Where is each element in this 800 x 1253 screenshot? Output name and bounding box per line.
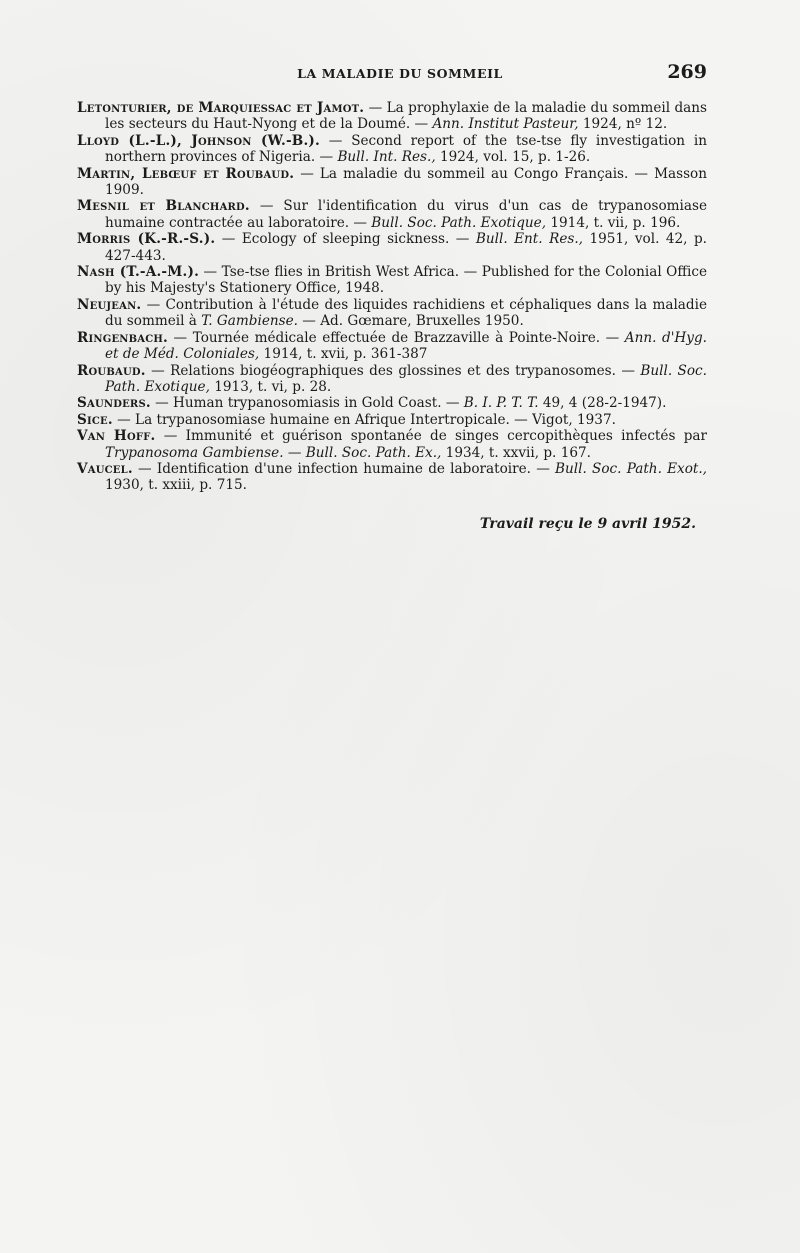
reference-text: — Relations biogéographiques des glossines et des trypanosomes. — [145, 362, 641, 379]
reference-entry [77, 264, 707, 297]
reference-journal: Bull. Int. Res., [337, 149, 436, 166]
reference-text: — Second report of the tse-tse fly investigation in northern provinces of Nigeria. — [105, 132, 707, 166]
reference-text: 1924, nº 12. [578, 116, 668, 133]
reference-journal: T. Gambiense. [201, 313, 298, 330]
reference-text: — La trypanosomiase humaine en Afrique Intertropicale. — Vigot, 1937. [112, 411, 616, 428]
reference-text: — Tse-tse flies in British West Africa. — Published for the Colonial Office by his Majesty's Stationery Office, 1948. [105, 264, 707, 297]
reference-journal: Ann. Institut Pasteur, [432, 116, 579, 133]
reference-author: Martin, Lebœuf et Roubaud. [77, 165, 295, 182]
reference-journal: B. I. P. T. T. [463, 395, 539, 412]
reference-author: Mesnil et Blanchard. [77, 198, 250, 215]
reference-list [77, 100, 707, 494]
reference-entry [77, 330, 707, 363]
reference-entry [77, 395, 707, 411]
reference-entry [77, 231, 707, 264]
reference-author: Lloyd (L.-L.), Johnson (W.-B.). [77, 132, 320, 149]
reference-journal: Trypanosoma Gambiense. [105, 444, 284, 461]
reference-entry [77, 198, 707, 231]
reference-text: 1914, t. xvii, p. 361-387 [259, 346, 428, 363]
reference-author: Nash (T.-A.-M.). [77, 264, 200, 281]
reference-author: Letonturier, de Marquiessac et Jamot. [77, 100, 365, 116]
reference-text: — Sur l'identification du virus d'un cas de trypanosomiase humaine contractée au laboratoire. — [105, 198, 707, 231]
reference-journal: Bull. Soc. Path. Exotique, [371, 214, 547, 231]
reference-text: — Tournée médicale effectuée de Brazzaville à Pointe-Noire. — [167, 329, 625, 346]
reference-author: Van Hoff. [77, 428, 156, 445]
reference-journal: Bull. Ent. Res., [475, 231, 583, 248]
reference-text: — [283, 444, 306, 461]
reference-text: — La prophylaxie de la maladie du sommeil dans les secteurs du Haut-Nyong et de la Doumé. — [105, 100, 707, 133]
reference-entry [77, 412, 707, 428]
reference-text: 1934, t. xxvii, p. 167. [441, 444, 591, 461]
page-number: 269 [667, 61, 707, 83]
running-title: LA MALADIE DU SOMMEIL [297, 66, 503, 81]
reference-text: — Identification d'une infection humaine de laboratoire. — [132, 460, 556, 477]
reference-author: Roubaud. [77, 362, 146, 379]
reference-author: Saunders. [77, 395, 151, 412]
reference-journal: Bull. Soc. Path. Exot., [555, 460, 708, 477]
reference-entry [77, 428, 707, 461]
reference-text: 1924, vol. 15, p. 1-26. [435, 149, 591, 166]
reference-author: Neujean. [77, 296, 142, 313]
reference-text: — La maladie du sommeil au Congo Français. — Masson 1909. [105, 165, 707, 199]
reference-entry [77, 461, 707, 494]
reference-text: 49, 4 (28-2-1947). [538, 395, 667, 412]
reference-author: Morris (K.-R.-S.). [77, 231, 216, 248]
reference-author: Vaucel. [77, 460, 133, 477]
reference-author: Sice. [77, 411, 113, 428]
reference-entry [77, 363, 707, 396]
reference-journal: Bull. Soc. Path. Exotique, [105, 362, 707, 395]
reference-text: — Ecology of sleeping sickness. — [215, 231, 476, 248]
reference-text: — Contribution à l'étude des liquides rachidiens et céphaliques dans la maladie du sommeil à [105, 296, 707, 330]
reference-author: Ringenbach. [77, 329, 168, 346]
received-date-note: Travail reçu le 9 avril 1952. [479, 516, 696, 532]
reference-entry [77, 297, 707, 330]
reference-text: 1913, t. vi, p. 28. [209, 378, 332, 395]
reference-entry [77, 166, 707, 199]
reference-text: — Immunité et guérison spontanée de singes cercopithèques infectés par [155, 428, 708, 445]
reference-text: — Human trypanosomiasis in Gold Coast. — [150, 395, 464, 412]
reference-journal: Ann. d'Hyg. et de Méd. Coloniales, [105, 329, 707, 363]
reference-text: 1951, vol. 42, p. 427-443. [105, 231, 708, 264]
reference-journal: Bull. Soc. Path. Ex., [305, 444, 442, 461]
reference-text: 1930, t. xxiii, p. 715. [105, 477, 247, 494]
reference-entry [77, 133, 707, 166]
reference-text: 1914, t. vii, p. 196. [546, 214, 681, 231]
running-header [0, 61, 800, 86]
reference-entry [77, 100, 707, 133]
reference-text: — Ad. Gœmare, Bruxelles 1950. [297, 313, 524, 330]
